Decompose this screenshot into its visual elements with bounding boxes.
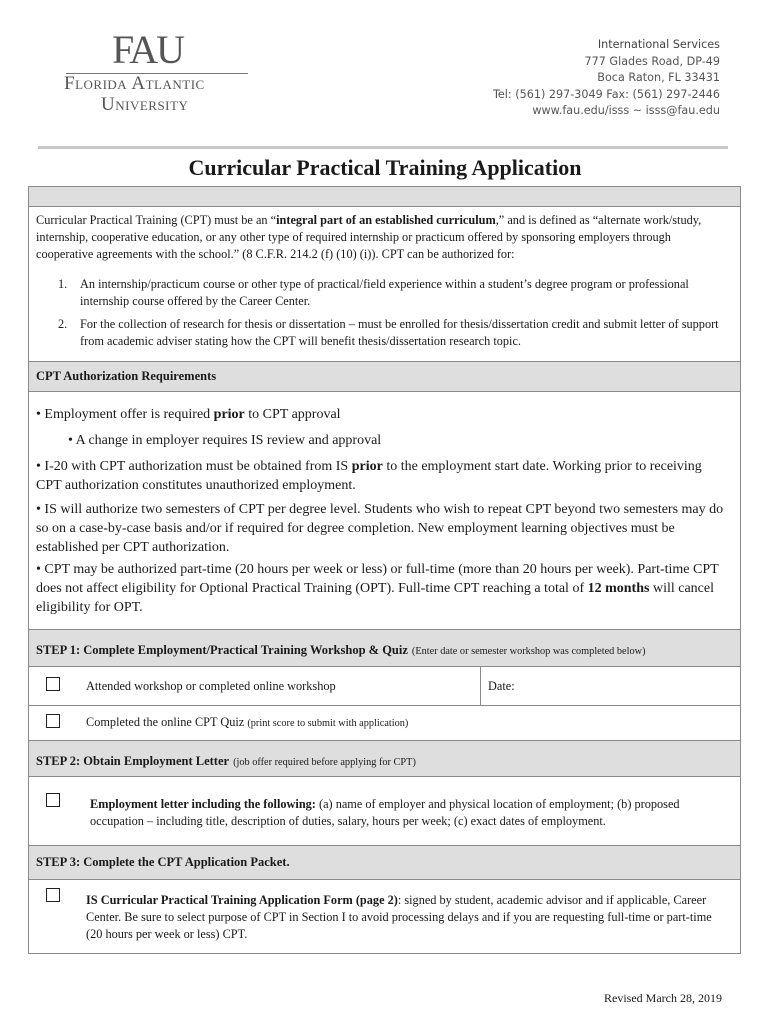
logo-line-university: University: [101, 94, 189, 115]
step3-section-header: [28, 845, 741, 880]
step3-heading: STEP 3: Complete the CPT Application Packet.: [36, 855, 290, 869]
list-item: 1. An internship/practicum course or other type of practical/field experience within a student’s degree program or professional internship course offered by the Career Center.: [58, 277, 689, 308]
date-column-divider: [480, 667, 481, 705]
cpt-definition: Curricular Practical Training (CPT) must be an “integral part of an established curriculum,” and is defined as “alternate work/study, internship, cooperative education, or any other type of required internship or practicum offered by sponsoring employers through cooperative agreements with the school.” (8 C.F.R. 214.2 (f) (10) (i)). CPT can be authorized for:: [36, 213, 702, 261]
cpt-quiz-checkbox[interactable]: [46, 714, 60, 728]
employment-letter-checkbox[interactable]: [46, 793, 60, 807]
fau-logo-mark: FAU: [112, 27, 184, 72]
requirement-two-semesters: • IS will authorize two semesters of CPT per degree level. Students who wish to repeat CPT beyond two semesters may do so on a case-by-case basis and/or if required for degree completion. New employment learning objectives must be established per CPT authorization.: [36, 502, 724, 555]
requirement-part-full-time: • CPT may be authorized part-time (20 hours per week or less) or full-time (more than 20 hours per week). Part-time CPT does not affect eligibility for Optional Practical Training (OPT). Full-time CPT reaching a total of 12 months will cancel eligibility for OPT.: [36, 562, 719, 615]
requirement-employment-offer: • Employment offer is required prior to CPT approval: [36, 407, 341, 422]
workshop-checkbox[interactable]: [46, 677, 60, 691]
date-label: Date:: [488, 679, 515, 693]
cpt-quiz-label: Completed the online CPT Quiz (print score to submit with application): [86, 715, 409, 729]
page-title: Curricular Practical Training Application: [188, 155, 582, 180]
contact-block: [493, 37, 720, 120]
table-top-band: [28, 186, 741, 207]
employment-letter-text: Employment letter including the following: (a) name of employer and physical location of employment; (b) proposed occupation – including title, description of duties, salary, hours per week; (c) exact dates of employment.: [90, 797, 680, 828]
step2-section-header: [28, 740, 741, 777]
list-item: 2. For the collection of research for thesis or dissertation – must be enrolled for thesis/dissertation credit and submit letter of support from academic adviser stating how the CPT will benefit thesis/dissertation research topic.: [58, 317, 719, 348]
logo-line-florida-atlantic: Florida Atlantic: [64, 73, 205, 94]
revision-date: Revised March 28, 2019: [604, 991, 722, 1005]
phone-fax: Tel: (561) 297-3049 Fax: (561) 297-2446: [492, 87, 720, 101]
row-divider: [28, 705, 741, 706]
requirement-change-employer: • A change in employer requires IS review and approval: [68, 433, 382, 448]
address-line-2: Boca Raton, FL 33431: [597, 71, 720, 84]
application-form-text: IS Curricular Practical Training Application Form (page 2): signed by student, academic advisor and if applicable, Career Center. Be sure to select purpose of CPT in Section I to avoid processing delays and if you are requesting full-time or part-time (20 hours per week or less) CPT.: [86, 893, 712, 941]
web-email[interactable]: www.fau.edu/isss ~ isss@fau.edu: [532, 104, 720, 117]
requirement-i20: • I-20 with CPT authorization must be obtained from IS prior to the employment start date. Working prior to receiving CPT authorization constitutes unauthorized employment.: [36, 459, 702, 493]
step1-heading: STEP 1: Complete Employment/Practical Training Workshop & Quiz (Enter date or semester workshop was completed below): [36, 643, 646, 657]
step2-heading: STEP 2: Obtain Employment Letter (job offer required before applying for CPT): [36, 754, 416, 768]
step1-section-header: [28, 629, 741, 667]
address-line-1: 777 Glades Road, DP-49: [584, 54, 720, 68]
requirements-section-header: [28, 361, 741, 392]
workshop-label: Attended workshop or completed online workshop: [86, 679, 336, 693]
org-name: International Services: [597, 38, 720, 51]
workshop-date-field[interactable]: [530, 668, 735, 704]
application-form-checkbox[interactable]: [46, 888, 60, 902]
header-divider: [38, 146, 728, 149]
requirements-heading: CPT Authorization Requirements: [36, 369, 217, 383]
